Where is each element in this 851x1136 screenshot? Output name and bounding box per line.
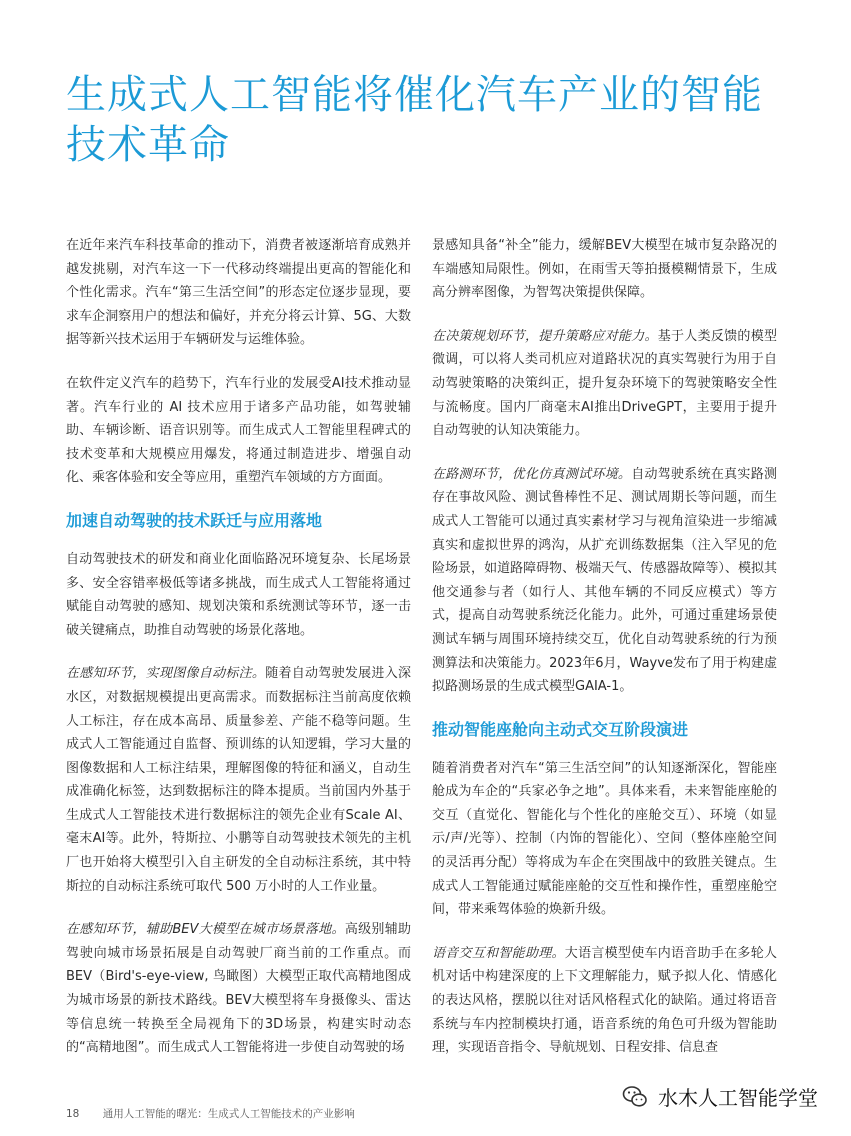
paragraph <box>432 325 777 443</box>
page-number: 18 <box>66 1108 80 1120</box>
paragraph <box>432 463 777 699</box>
paragraph <box>66 662 411 898</box>
paragraph: 随着消费者对汽车“第三生活空间”的认知逐渐深化，智能座舱成为车企的“兵家必争之地”。具体来看，未来智能座舱的交互（直觉化、智能化与个性化的座舱交互）、环境（如显示/声/光等）、控制（内饰的智能化）、空间（整体座舱空间的灵活再分配）等将成为车企在突围战中的致胜关键点。生成式人工智能通过赋能座舱的交互性和操作性，重塑座舱空间，带来乘驾体验的焕新升级。 <box>432 760 777 918</box>
paragraph: 自动驾驶技术的研发和商业化面临路况环境复杂、长尾场景多、安全容错率极低等诸多挑战，而生成式人工智能将通过赋能自动驾驶的感知、规划决策和系统测试等环节，逐一击破关键痛点，助推自动驾驶的场景化落地。 <box>66 551 411 638</box>
paragraph: 景感知具备“补全”能力，缓解BEV大模型在城市复杂路况的车端感知局限性。例如，在雨雪天等拍摄模糊情景下，生成高分辨率图像，为智驾决策提供保障。 <box>432 238 777 301</box>
paragraph-body: 随着自动驾驶发展进入深水区，对数据规模提出更高需求。而数据标注当前高度依赖人工标注，存在成本高昂、质量参差、产能不稳等问题。生成式人工智能通过自监督、预训练的认知逻辑，学习大量的图像数据和人工标注结果，理解图像的特征和涵义，自动生成准确化标签，达到数据标注的降本提质。当前国内外基于生成式人工智能技术进行数据标注的领先企业有Scale AI、毫末AI等。此外，特斯拉、小鹏等自动驾驶技术领先的主机厂也开始将大模型引入自主研发的全自动标注系统，其中特斯拉的自动标注系统可取代 500 万小时的人工作业量。 <box>66 666 411 894</box>
paragraph-lead: 在感知环节，实现图像自动标注。 <box>66 666 266 682</box>
paragraph-body: 大语言模型使车内语音助手在多轮人机对话中构建深度的上下文理解能力，赋予拟人化、情感化的表达风格，摆脱以往对话风格程式化的缺陷。通过将语音系统与车内控制模块打通，语音系统的角色可升级为智能助理，实现语音指令、导航规划、日程安排、信息查 <box>432 945 777 1056</box>
paragraph <box>432 942 777 1060</box>
page-footer <box>66 1106 355 1121</box>
paragraph-body: 高级别辅助驾驶向城市场景拓展是自动驾驶厂商当前的工作重点。而BEV（Bird's-eye-view, 鸟瞰图）大模型正取代高精地图成为城市场景的新技术路线。BEV大模型将车身摄像头、雷达等信息统一转换至全局视角下的3D场景，构建实时动态的“高精地图”。而生成式人工智能将进一步使自动驾驶的场 <box>66 922 411 1056</box>
paragraph-lead: 在路测环节，优化仿真测试环境。 <box>432 466 632 482</box>
paragraph-body: 自动驾驶系统在真实路测存在事故风险、测试鲁棒性不足、测试周期长等问题，而生成式人工智能可以通过真实素材学习与视角渲染进一步缩减真实和虚拟世界的鸿沟，从扩充训练数据集（注入罕见的危险场景，如道路障碍物、极端天气、传感器故障等）、模拟其他交通参与者（如行人、其他车辆的不同反应模式）等方式，提高自动驾驶系统泛化能力。此外，可通过重建场景使测试车辆与周围环境持续交互，优化自动驾驶系统的行为预测算法和决策能力。2023年6月，Wayve发布了用于构建虚拟路测场景的生成式模型GAIA-1。 <box>432 466 777 695</box>
paragraph: 在近年来汽车科技革命的推动下，消费者被逐渐培育成熟并越发挑剔，对汽车这一下一代移动终端提出更高的智能化和个性化需求。汽车“第三生活空间”的形态定位逐步显现，要求车企洞察用户的想法和偏好，并充分将云计算、5G、大数据等新兴技术运用于车辆研发与运维体验。 <box>66 238 411 348</box>
paragraph <box>66 918 411 1060</box>
paragraph-body: 基于人类反馈的模型微调，可以将人类司机应对道路状况的真实驾驶行为用于自动驾驶策略的决策纠正，提升复杂环境下的驾驶策略安全性与流畅度。国内厂商毫末AI推出DriveGPT，主要用于提升自动驾驶的认知决策能力。 <box>432 328 777 439</box>
paragraph: 在软件定义汽车的趋势下，汽车行业的发展受AI技术推动显著。汽车行业的 AI 技术应用于诸多产品功能，如驾驶辅助、车辆诊断、语音识别等。而生成式人工智能里程碑式的技术变革和大规模应用爆发，将通过制造进步、增强自动化、乘客体验和安全等应用，重塑汽车领域的方方面面。 <box>66 375 411 486</box>
watermark-text: 水木人工智能学堂 <box>658 1086 818 1110</box>
paragraph-lead: 语音交互和智能助理。 <box>432 945 565 961</box>
left-column <box>66 234 411 1080</box>
page-title: 生成式人工智能将催化汽车产业的智能技术革命 <box>66 72 763 168</box>
right-column <box>432 234 777 1080</box>
section-heading: 加速自动驾驶的技术跃迁与应用落地 <box>66 510 323 530</box>
wechat-icon <box>622 1084 648 1110</box>
section-heading: 推动智能座舱向主动式交互阶段演进 <box>432 719 689 739</box>
footer-title: 通用人工智能的曙光：生成式人工智能技术的产业影响 <box>102 1108 355 1120</box>
watermark <box>622 1082 818 1111</box>
paragraph-lead: 在感知环节，辅助BEV大模型在城市场景落地。 <box>66 922 345 938</box>
paragraph-lead: 在决策规划环节，提升策略应对能力。 <box>432 328 658 344</box>
